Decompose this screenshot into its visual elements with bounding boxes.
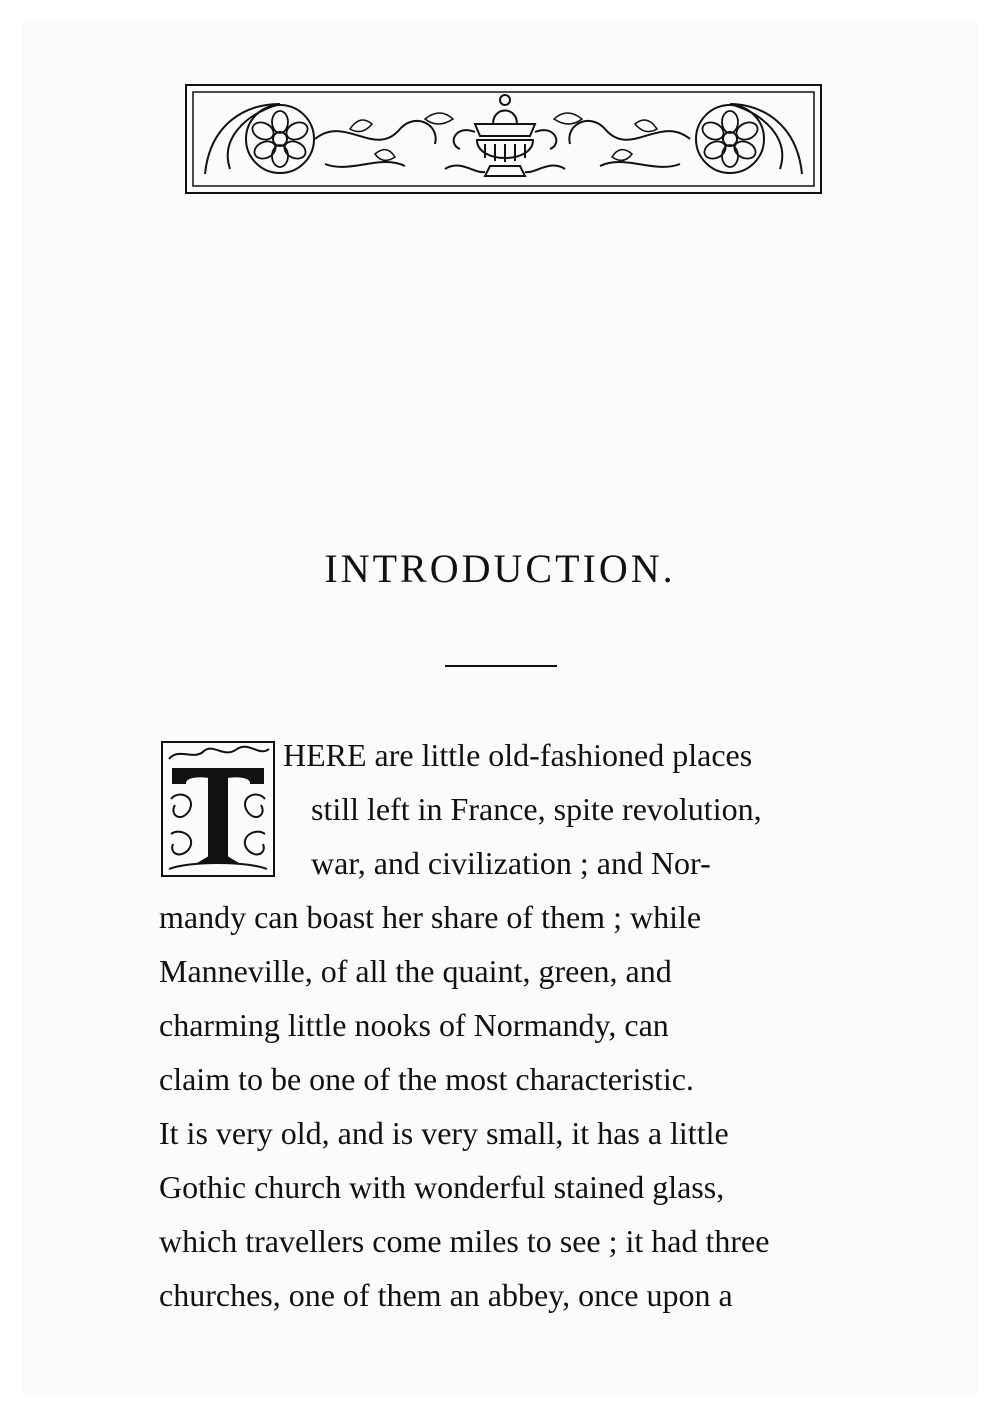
text-line-2: still left in France, spite revolution, [311,791,762,827]
text-line-9: Gothic church with wonderful stained glass, [159,1169,725,1205]
chapter-title: INTRODUCTION. [324,546,676,591]
text-line-4: mandy can boast her share of them ; while [159,899,702,935]
text-line-7: claim to be one of the most characteristic. [159,1061,694,1097]
floral-urn-headpiece-ornament [185,84,822,194]
text-line-8: It is very old, and is very small, it has a little [159,1115,729,1151]
title-divider-rule [445,665,557,667]
ornate-initial-t-icon [159,739,277,879]
text-line-10: which travellers come miles to see ; it had three [159,1223,770,1259]
text-line-6: charming little nooks of Normandy, can [159,1007,669,1043]
text-line-1: HERE are little old-fashioned places [283,737,753,773]
text-line-5: Manneville, of all the quaint, green, and [159,953,672,989]
text-line-3: war, and civilization ; and Nor- [311,845,711,881]
text-line-11: churches, one of them an abbey, once upon a [159,1277,733,1313]
